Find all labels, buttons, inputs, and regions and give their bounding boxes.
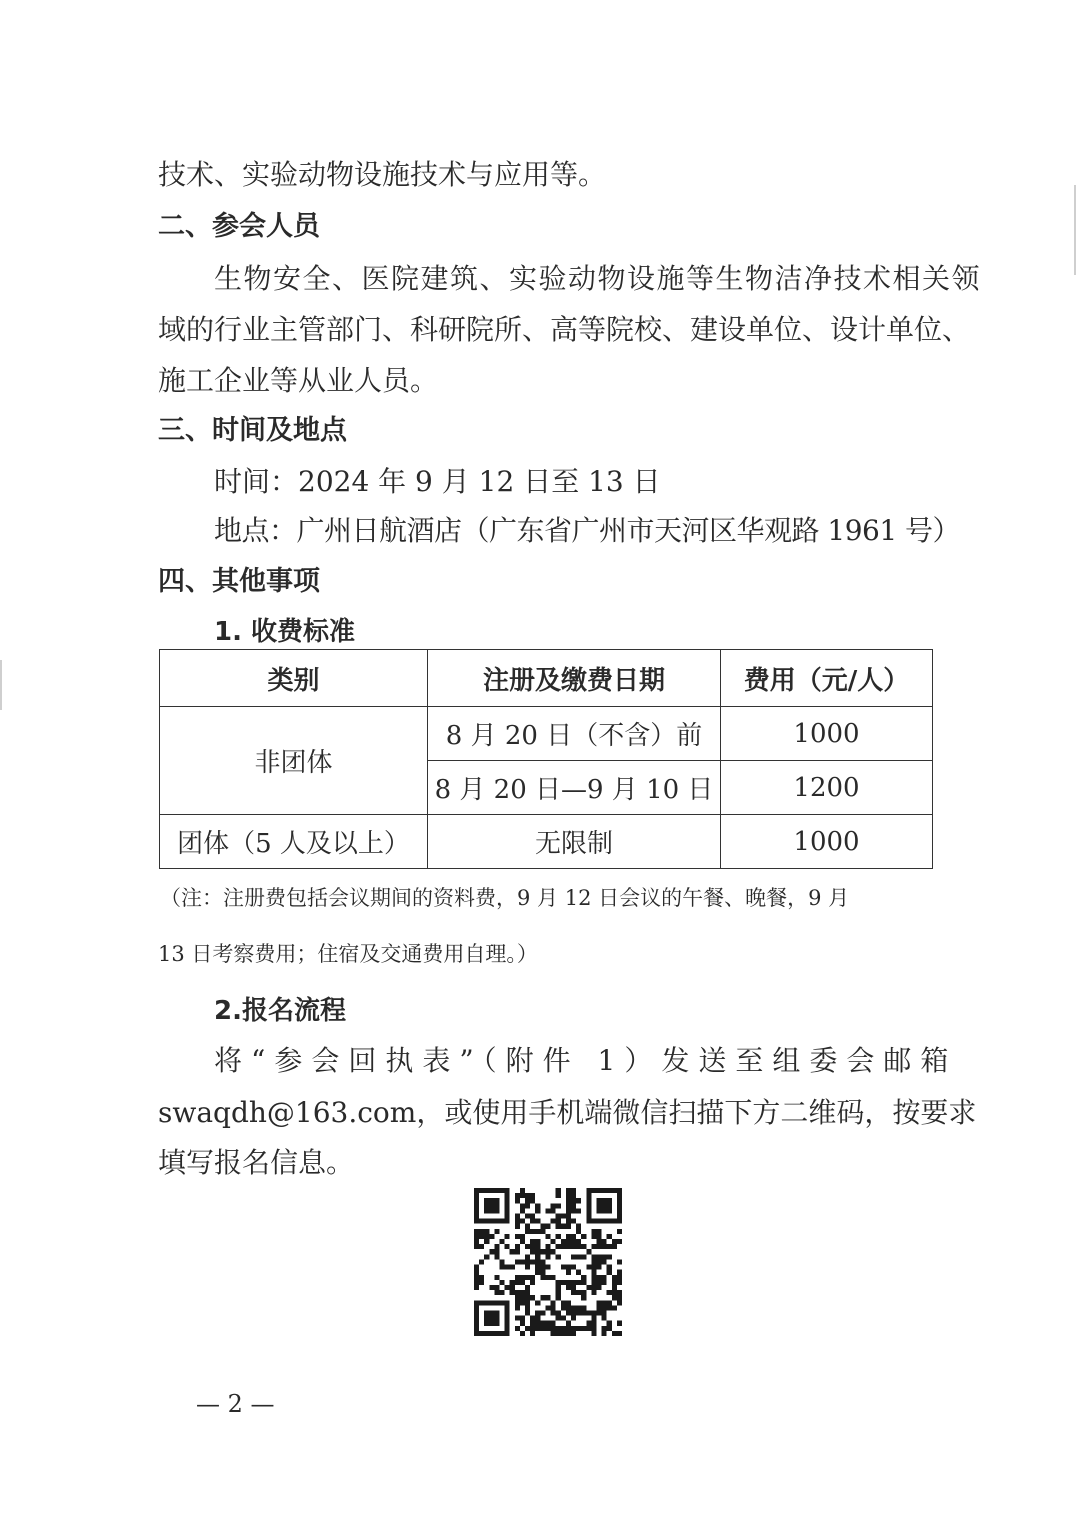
fee-table-header-row bbox=[160, 650, 933, 707]
section-2-heading: 二、参会人员 bbox=[158, 211, 320, 242]
date-cell: 8 月 20 日—9 月 10 日 bbox=[428, 761, 721, 815]
date-cell: 8 月 20 日（不含）前 bbox=[428, 707, 721, 761]
section-4-heading: 四、其他事项 bbox=[158, 566, 320, 597]
scan-edge-mark bbox=[0, 660, 2, 710]
meeting-place: 地点：广州日航酒店（广东省广州市天河区华观路 1961 号） bbox=[214, 514, 961, 547]
signup-line-2: swaqdh@163.com，或使用手机端微信扫描下方二维码，按要求 bbox=[158, 1096, 977, 1129]
scan-edge-mark bbox=[1074, 185, 1076, 275]
fee-note-line-2: 13 日考察费用；住宿及交通费用自理。） bbox=[158, 942, 538, 966]
section-2-paragraph-line-2: 域的行业主管部门、科研院所、高等院校、建设单位、设计单位、 bbox=[158, 313, 971, 346]
column-header-category: 类别 bbox=[160, 650, 428, 707]
intro-line: 技术、实验动物设施技术与应用等。 bbox=[158, 158, 607, 191]
fee-cell: 1000 bbox=[721, 815, 933, 869]
category-cell: 团体（5 人及以上） bbox=[160, 815, 428, 869]
fee-table bbox=[159, 649, 933, 869]
category-cell: 非团体 bbox=[160, 707, 428, 815]
column-header-date: 注册及缴费日期 bbox=[428, 650, 721, 707]
section-2-paragraph-line-1: 生物安全、医院建筑、实验动物设施等生物洁净技术相关领 bbox=[214, 262, 982, 295]
qr-code-icon[interactable] bbox=[474, 1188, 622, 1336]
column-header-fee: 费用（元/人） bbox=[721, 650, 933, 707]
signup-subheading: 2.报名流程 bbox=[214, 996, 346, 1026]
signup-line-1: 将“参会回执表”（附件 1）发送至组委会邮箱 bbox=[214, 1044, 958, 1077]
signup-line-3: 填写报名信息。 bbox=[158, 1146, 355, 1179]
fee-cell: 1000 bbox=[721, 707, 933, 761]
fee-note-line-1: （注：注册费包括会议期间的资料费，9 月 12 日会议的午餐、晚餐，9 月 bbox=[160, 886, 850, 910]
table-row bbox=[160, 707, 933, 761]
meeting-time: 时间：2024 年 9 月 12 日至 13 日 bbox=[214, 465, 661, 498]
table-row bbox=[160, 815, 933, 869]
section-3-heading: 三、时间及地点 bbox=[158, 415, 347, 446]
section-2-paragraph-line-3: 施工企业等从业人员。 bbox=[158, 364, 439, 397]
page-number: — 2 — bbox=[196, 1390, 275, 1418]
date-cell: 无限制 bbox=[428, 815, 721, 869]
fee-subheading: 1. 收费标准 bbox=[214, 617, 356, 647]
fee-cell: 1200 bbox=[721, 761, 933, 815]
